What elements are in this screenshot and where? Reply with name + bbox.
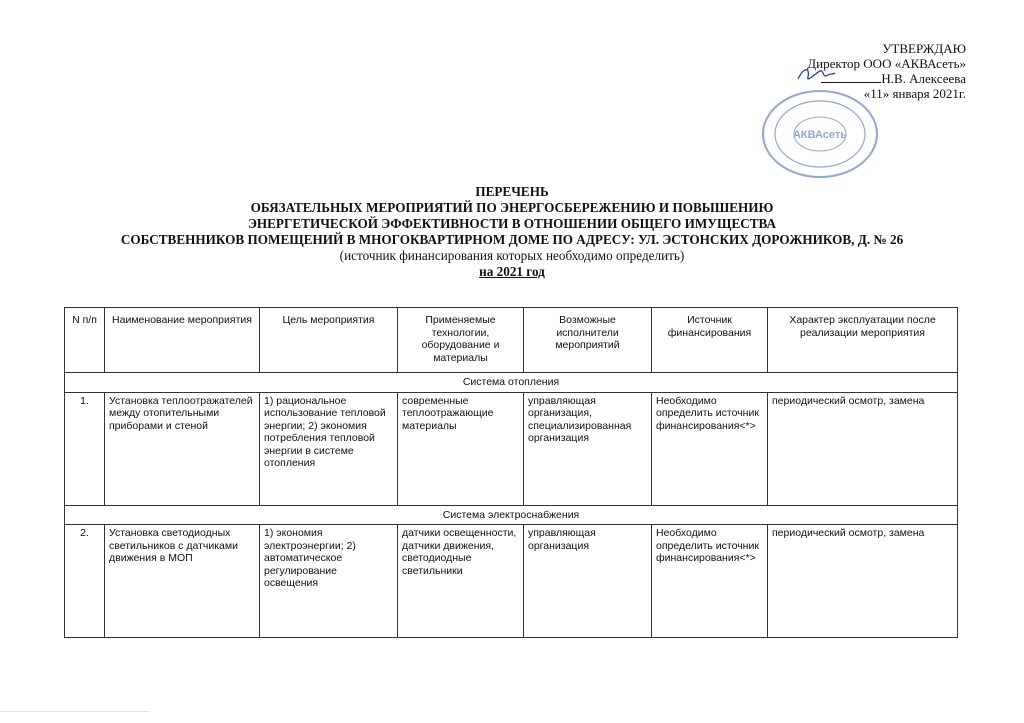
- cell-num: 1.: [65, 392, 105, 505]
- col-header-operation: Характер эксплуатации после реализации мероприятия: [768, 308, 958, 373]
- doc-heading-2: ОБЯЗАТЕЛЬНЫХ МЕРОПРИЯТИЙ ПО ЭНЕРГОСБЕРЕЖЕНИЮ И ПОВЫШЕНИЮ: [250, 200, 774, 215]
- col-header-source: Источник финансирования: [652, 308, 768, 373]
- table-row: [65, 525, 958, 638]
- company-stamp: [760, 88, 880, 180]
- cell-operation: периодический осмотр, замена: [768, 392, 958, 505]
- approval-date: «11» января 2021г.: [863, 86, 966, 101]
- doc-year: на 2021 год: [479, 264, 545, 279]
- cell-num: 2.: [65, 525, 105, 638]
- section-title: Система отопления: [65, 373, 958, 393]
- cell-goal: 1) экономия электроэнергии; 2) автоматическое регулирование освещения: [260, 525, 398, 638]
- cell-tech: датчики освещенности, датчики движения, светодиодные светильники: [398, 525, 524, 638]
- doc-heading-3: ЭНЕРГЕТИЧЕСКОЙ ЭФФЕКТИВНОСТИ В ОТНОШЕНИИ ОБЩЕГО ИМУЩЕСТВА: [247, 216, 777, 231]
- col-header-name: Наименование мероприятия: [105, 308, 260, 373]
- cell-source: Необходимо определить источник финансирования<*>: [652, 392, 768, 505]
- approval-signature-name: Н.В. Алексеева: [881, 71, 966, 86]
- approval-signature-line: [706, 71, 966, 86]
- cell-source: Необходимо определить источник финансирования<*>: [652, 525, 768, 638]
- col-header-goal: Цель мероприятия: [260, 308, 398, 373]
- section-title: Система электроснабжения: [65, 505, 958, 525]
- cell-goal: 1) рациональное использование тепловой энергии; 2) экономия потребления тепловой энергии в системе отопления: [260, 392, 398, 505]
- measures-table: [64, 307, 958, 638]
- cell-name: Установка теплоотражателей между отопительными приборами и стеной: [105, 392, 260, 505]
- table-header-row: [65, 308, 958, 373]
- doc-heading-1: ПЕРЕЧЕНЬ: [475, 184, 549, 199]
- approval-position: Директор ООО «АКВАсеть»: [807, 56, 966, 71]
- cell-tech: современные теплоотражающие материалы: [398, 392, 524, 505]
- col-header-executors: Возможные исполнители мероприятий: [524, 308, 652, 373]
- signature-mark: [796, 63, 836, 85]
- section-row-heating: [65, 373, 958, 393]
- cell-executors: управляющая организация: [524, 525, 652, 638]
- scan-artifact-line: [0, 711, 150, 712]
- doc-heading-4: СОБСТВЕННИКОВ ПОМЕЩЕНИЙ В МНОГОКВАРТИРНОМ ДОМЕ ПО АДРЕСУ: УЛ. ЭСТОНСКИХ ДОРОЖНИКОВ, Д. № 26: [120, 232, 904, 247]
- col-header-num: N п/п: [65, 308, 105, 373]
- doc-subtitle: (источник финансирования которых необходимо определить): [339, 248, 685, 263]
- col-header-tech: Применяемые технологии, оборудование и материалы: [398, 308, 524, 373]
- document-title-block: [0, 184, 1024, 280]
- cell-name: Установка светодиодных светильников с датчиками движения в МОП: [105, 525, 260, 638]
- cell-operation: периодический осмотр, замена: [768, 525, 958, 638]
- table-row: [65, 392, 958, 505]
- cell-executors: управляющая организация, специализированная организация: [524, 392, 652, 505]
- stamp-text: АКВАсеть: [792, 129, 848, 141]
- section-row-electric: [65, 505, 958, 525]
- approval-title: УТВЕРЖДАЮ: [882, 41, 966, 56]
